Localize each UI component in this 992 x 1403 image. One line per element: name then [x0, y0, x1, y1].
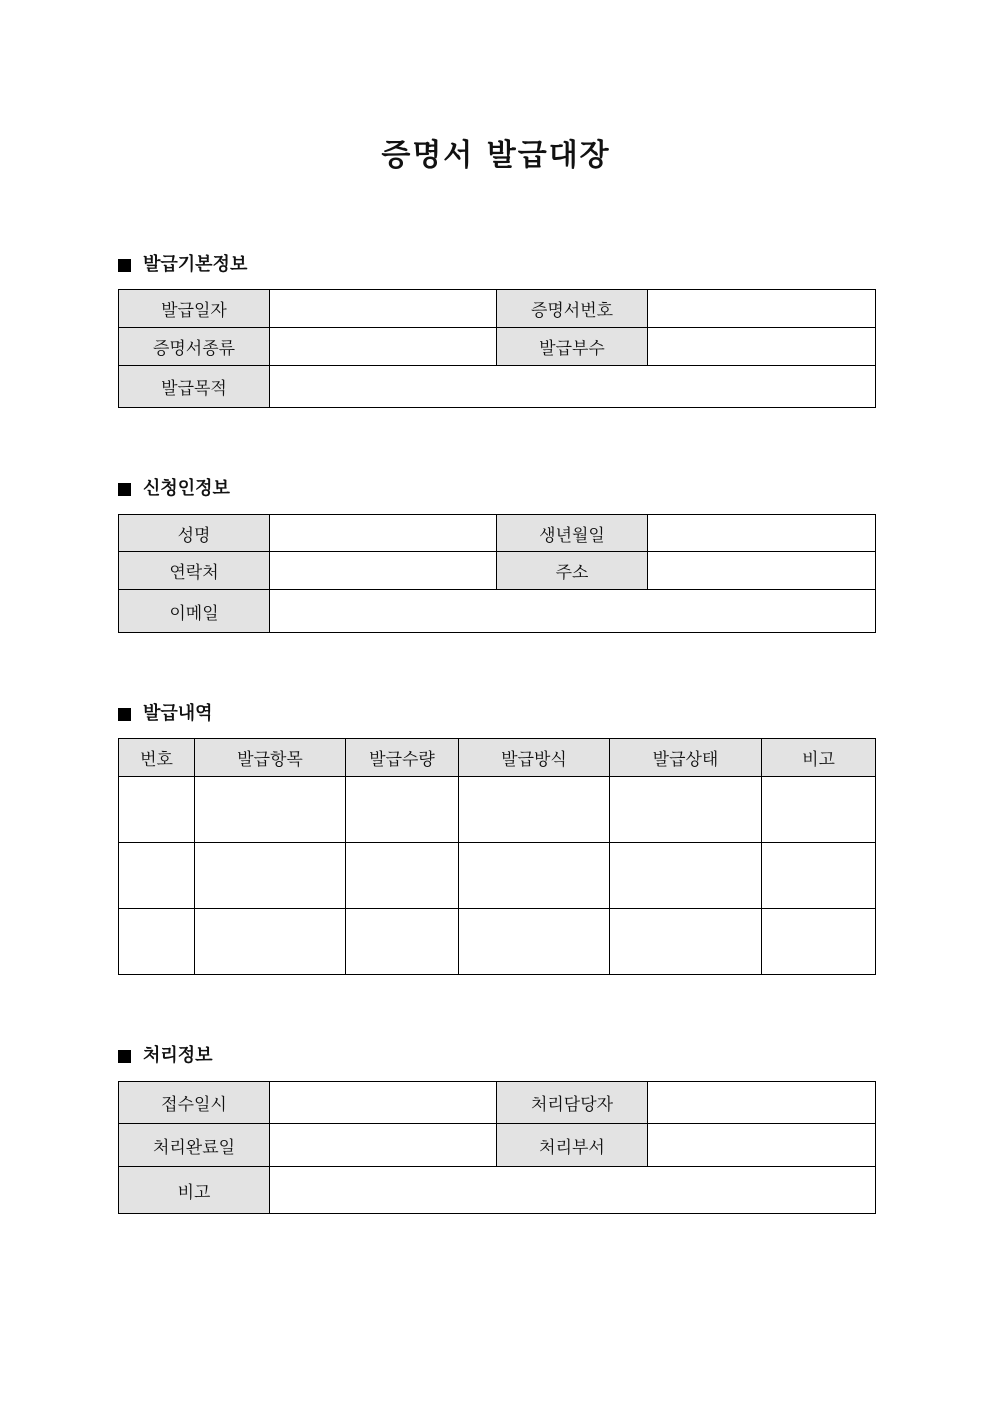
purpose-field[interactable]	[270, 366, 876, 408]
table-cell[interactable]	[459, 843, 610, 909]
department-field[interactable]	[648, 1124, 876, 1167]
cert-number-label: 증명서번호	[497, 290, 648, 328]
issue-history-table	[118, 738, 876, 975]
table-cell[interactable]	[346, 843, 459, 909]
table-cell[interactable]	[119, 777, 195, 843]
section-heading-label: 처리정보	[143, 1045, 213, 1066]
section-heading-label: 신청인정보	[143, 478, 230, 499]
section-heading-label: 발급내역	[143, 703, 213, 724]
page-title: 증명서 발급대장	[381, 138, 611, 173]
table-cell[interactable]	[346, 777, 459, 843]
table-cell[interactable]	[610, 777, 762, 843]
table-cell[interactable]	[610, 843, 762, 909]
table-cell[interactable]	[119, 909, 195, 975]
section-heading-applicant	[118, 477, 230, 501]
table-cell[interactable]	[346, 909, 459, 975]
received-label: 접수일시	[119, 1082, 270, 1124]
address-label: 주소	[497, 552, 648, 590]
address-field[interactable]	[648, 552, 876, 590]
remarks-field[interactable]	[270, 1167, 876, 1214]
name-field[interactable]	[270, 515, 497, 552]
basic-info-table	[118, 289, 876, 408]
copies-field[interactable]	[648, 328, 876, 366]
column-header-item: 발급항목	[195, 739, 346, 777]
cert-number-field[interactable]	[648, 290, 876, 328]
cert-type-field[interactable]	[270, 328, 497, 366]
birth-field[interactable]	[648, 515, 876, 552]
section-heading-processing	[118, 1044, 213, 1068]
received-field[interactable]	[270, 1082, 497, 1124]
table-cell[interactable]	[195, 777, 346, 843]
remarks-label: 비고	[119, 1167, 270, 1214]
table-cell[interactable]	[762, 909, 876, 975]
table-row	[119, 909, 876, 975]
issue-date-label: 발급일자	[119, 290, 270, 328]
table-cell[interactable]	[762, 843, 876, 909]
copies-label: 발급부수	[497, 328, 648, 366]
section-heading-basic	[118, 253, 247, 277]
square-bullet-icon	[118, 259, 131, 272]
handler-label: 처리담당자	[497, 1082, 648, 1124]
purpose-label: 발급목적	[119, 366, 270, 408]
section-heading-history	[118, 702, 213, 726]
section-heading-label: 발급기본정보	[143, 254, 248, 275]
table-cell[interactable]	[119, 843, 195, 909]
name-label: 성명	[119, 515, 270, 552]
square-bullet-icon	[118, 483, 131, 496]
table-row	[119, 777, 876, 843]
contact-label: 연락처	[119, 552, 270, 590]
email-field[interactable]	[270, 590, 876, 633]
completed-field[interactable]	[270, 1124, 497, 1167]
column-header-status: 발급상태	[610, 739, 762, 777]
email-label: 이메일	[119, 590, 270, 633]
contact-field[interactable]	[270, 552, 497, 590]
column-header-method: 발급방식	[459, 739, 610, 777]
table-cell[interactable]	[195, 843, 346, 909]
applicant-info-table	[118, 514, 876, 633]
column-header-quantity: 발급수량	[346, 739, 459, 777]
column-header-remarks: 비고	[762, 739, 876, 777]
column-header-number: 번호	[119, 739, 195, 777]
table-row	[119, 843, 876, 909]
cert-type-label: 증명서종류	[119, 328, 270, 366]
birth-label: 생년월일	[497, 515, 648, 552]
table-cell[interactable]	[195, 909, 346, 975]
handler-field[interactable]	[648, 1082, 876, 1124]
table-cell[interactable]	[459, 909, 610, 975]
department-label: 처리부서	[497, 1124, 648, 1167]
square-bullet-icon	[118, 708, 131, 721]
processing-info-table	[118, 1081, 876, 1214]
square-bullet-icon	[118, 1050, 131, 1063]
table-cell[interactable]	[762, 777, 876, 843]
issue-date-field[interactable]	[270, 290, 497, 328]
table-cell[interactable]	[459, 777, 610, 843]
completed-label: 처리완료일	[119, 1124, 270, 1167]
table-cell[interactable]	[610, 909, 762, 975]
